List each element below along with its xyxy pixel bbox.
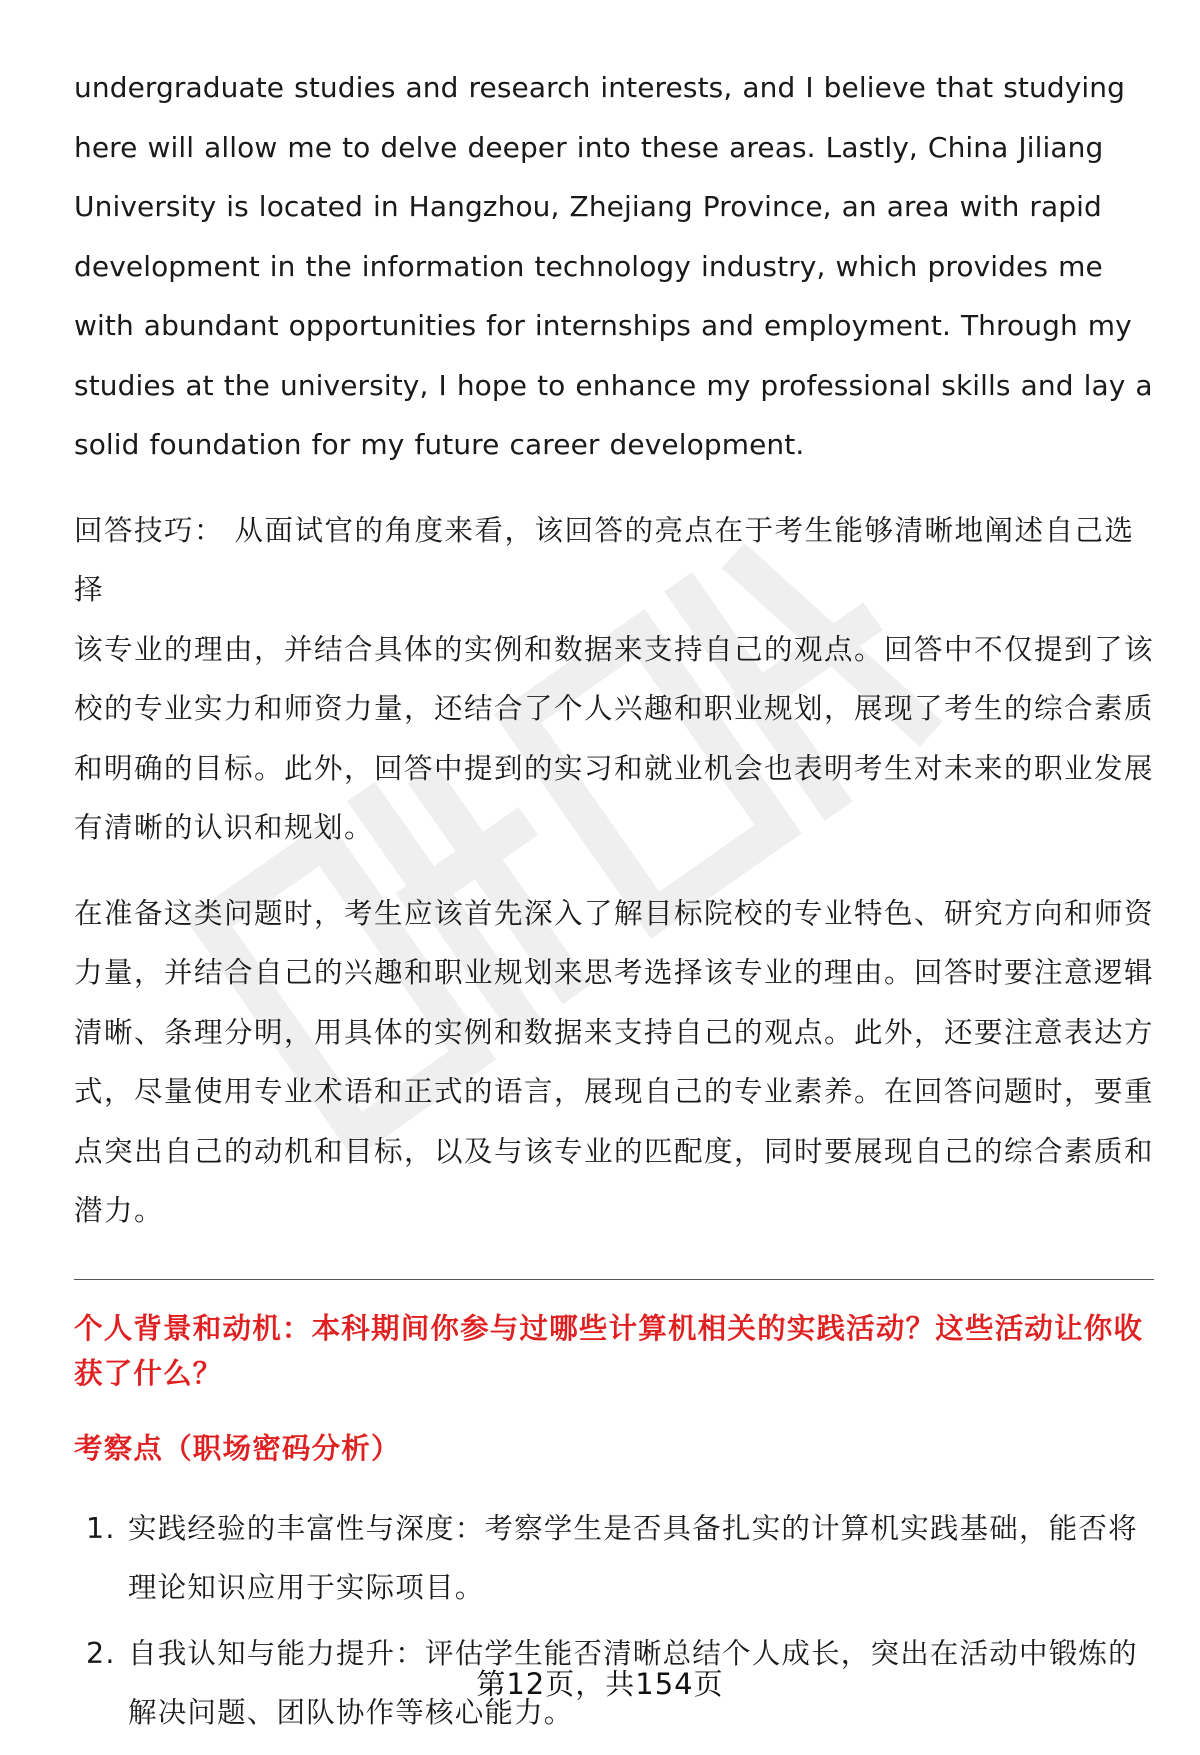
- answer-line: studies at the university, I hope to enhance my professional skills and lay a: [74, 368, 1153, 402]
- tips-line: 回答技巧： 从面试官的角度来看，该回答的亮点在于考生能够清晰地阐述自己选择: [74, 513, 1135, 606]
- prep-line: 潜力。: [74, 1194, 165, 1227]
- list-item: [74, 1499, 1154, 1618]
- answer-tips-paragraph: [74, 501, 1154, 858]
- question-line: 个人背景和动机：本科期间你参与过哪些计算机相关的实践活动？这些活动让你收: [74, 1311, 1144, 1345]
- preparation-paragraph: [74, 884, 1154, 1241]
- tips-line: 有清晰的认识和规划。: [74, 811, 375, 844]
- answer-line: development in the information technology industry, which provides me: [74, 249, 1103, 283]
- answer-line: here will allow me to delve deeper into these areas. Lastly, China Jiliang: [74, 130, 1104, 164]
- prep-line: 点突出自己的动机和目标，以及与该专业的匹配度，同时要展现自己的综合素质和: [74, 1134, 1155, 1168]
- list-item-number: 2.: [86, 1636, 116, 1670]
- assessment-points-title: 考察点（职场密码分析）: [74, 1431, 401, 1465]
- list-item-line: 解决问题、团队协作等核心能力。: [128, 1696, 574, 1729]
- assessment-points-list: [74, 1499, 1154, 1743]
- list-item-number: 1.: [86, 1511, 116, 1545]
- tips-line: 该专业的理由，并结合具体的实例和数据来支持自己的观点。回答中不仅提到了该: [74, 632, 1155, 666]
- tips-line: 校的专业实力和师资力量，还结合了个人兴趣和职业规划，展现了考生的综合素质: [74, 692, 1155, 725]
- answer-line: University is located in Hangzhou, Zhejiang Province, an area with rapid: [74, 190, 1102, 223]
- page-number-footer: 第12页，共154页: [476, 1667, 724, 1701]
- question-heading: [74, 1306, 1154, 1396]
- prep-line: 在准备这类问题时，考生应该首先深入了解目标院校的专业特色、研究方向和师资: [74, 896, 1155, 930]
- list-item-line: 自我认知与能力提升：评估学生能否清晰总结个人成长，突出在活动中锻炼的: [128, 1636, 1138, 1670]
- tips-line: 和明确的目标。此外，回答中提到的实习和就业机会也表明考生对未来的职业发展: [74, 751, 1155, 785]
- answer-line: undergraduate studies and research interests, and I believe that studying: [74, 71, 1125, 104]
- list-item-line: 实践经验的丰富性与深度：考察学生是否具备扎实的计算机实践基础，能否将: [128, 1511, 1138, 1545]
- prep-line: 清晰、条理分明，用具体的实例和数据来支持自己的观点。此外，还要注意表达方: [74, 1015, 1155, 1049]
- document-page: [74, 58, 1154, 1749]
- section-divider: [74, 1279, 1154, 1280]
- prep-line: 力量，并结合自己的兴趣和职业规划来思考选择该专业的理由。回答时要注意逻辑: [74, 956, 1155, 989]
- answer-line: with abundant opportunities for internships and employment. Through my: [74, 309, 1132, 342]
- english-answer-paragraph: [74, 58, 1154, 475]
- prep-line: 式，尽量使用专业术语和正式的语言，展现自己的专业素养。在回答问题时，要重: [74, 1075, 1155, 1108]
- answer-line: solid foundation for my future career development.: [74, 428, 805, 461]
- question-line: 获了什么？: [74, 1356, 223, 1390]
- list-item-line: 理论知识应用于实际项目。: [128, 1571, 485, 1604]
